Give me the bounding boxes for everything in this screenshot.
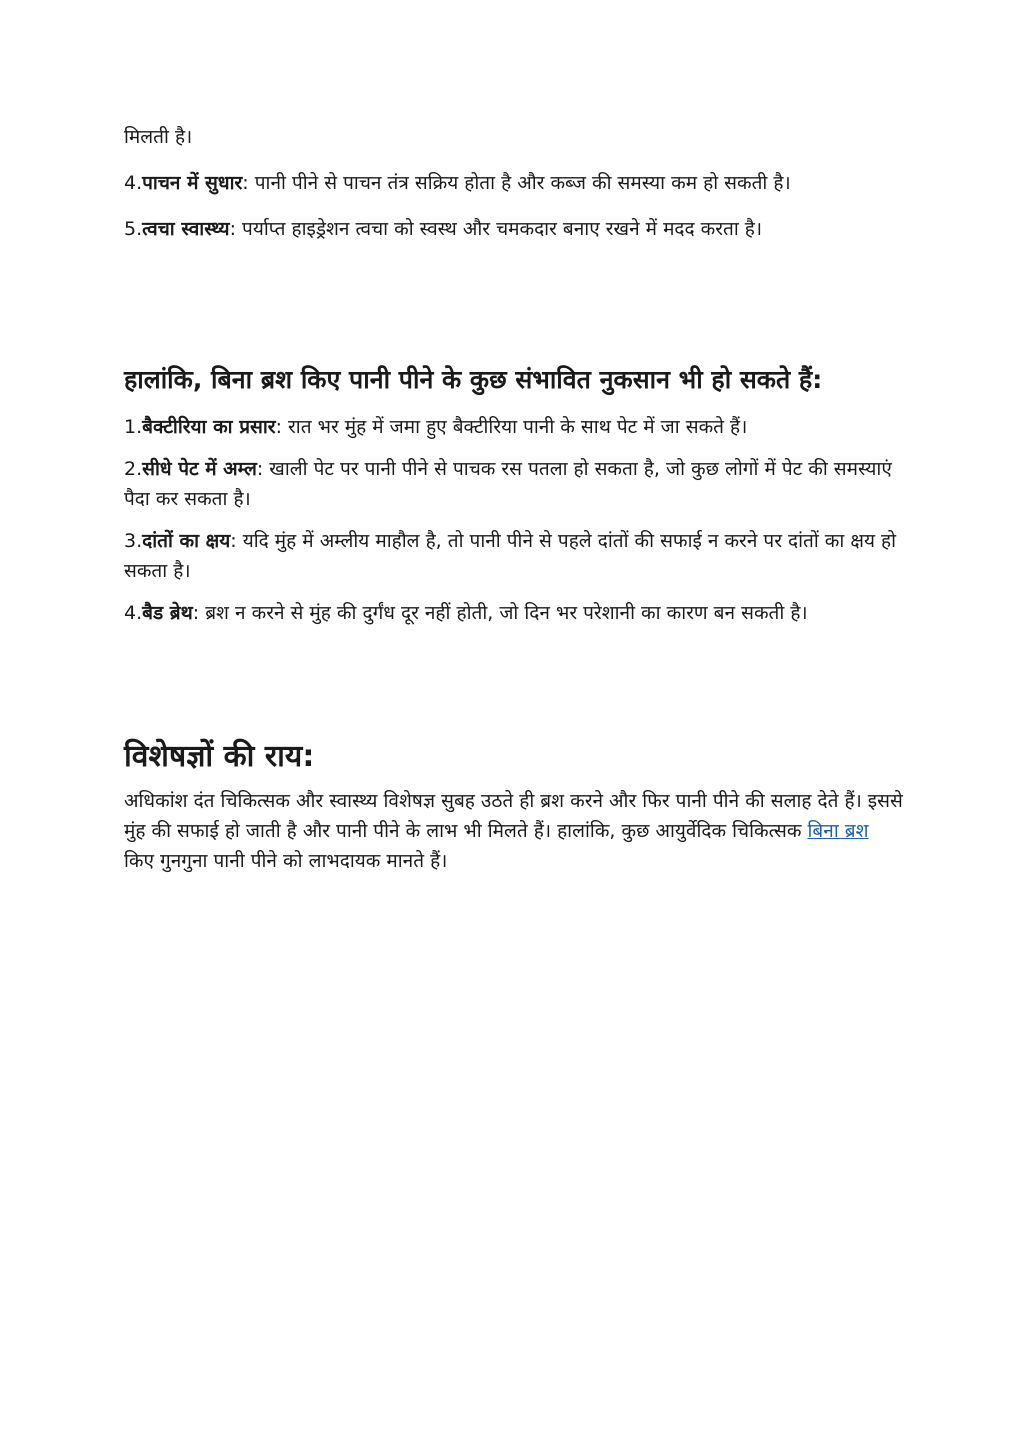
continuation-text: मिलती है। — [124, 126, 193, 148]
risk-item-3 — [124, 526, 904, 586]
expert-text-after: किए गुनगुना पानी पीने को लाभदायक मानते हैं। — [124, 850, 448, 872]
risks-heading: हालांकि, बिना ब्रश किए पानी पीने के कुछ संभावित नुकसान भी हो सकते हैं: — [124, 365, 823, 394]
item-number: 4. — [124, 602, 143, 624]
item-number: 5. — [124, 218, 143, 240]
item-separator: : — [229, 218, 236, 240]
risk-item-1 — [124, 412, 904, 442]
risk-item-2 — [124, 454, 904, 514]
item-title: बैक्टीरिया का प्रसार — [142, 416, 276, 438]
item-title: पाचन में सुधार — [142, 172, 243, 194]
item-text: खाली पेट पर पानी पीने से पाचक रस पतला हो सकता है, जो कुछ लोगों में पेट की समस्याएं पैदा कर सकता है। — [124, 458, 892, 510]
item-separator: : — [242, 172, 249, 194]
risk-item-4 — [124, 598, 904, 628]
item-text: रात भर मुंह में जमा हुए बैक्टीरिया पानी के साथ पेट में जा सकते हैं। — [281, 416, 748, 438]
item-separator: : — [256, 458, 264, 480]
item-text: पानी पीने से पाचन तंत्र सक्रिय होता है और कब्ज की समस्या कम हो सकती है। — [248, 172, 791, 194]
benefit-item-4 — [124, 168, 904, 198]
item-number: 2. — [124, 458, 143, 480]
item-title: सीधे पेट में अम्ल — [142, 458, 257, 480]
document-content — [124, 122, 904, 876]
item-title: दांतों का क्षय — [142, 530, 231, 552]
item-number: 1. — [124, 416, 143, 438]
expert-heading: विशेषज्ञों की राय: — [124, 739, 315, 774]
benefit-item-5 — [124, 214, 904, 244]
item-number: 4. — [124, 172, 143, 194]
item-title: बैड ब्रेथ — [142, 602, 193, 624]
expert-paragraph — [124, 786, 904, 876]
item-separator: : — [275, 416, 282, 438]
item-separator: : — [192, 602, 200, 624]
item-number: 3. — [124, 530, 143, 552]
expert-link[interactable]: बिना ब्रश — [807, 820, 869, 842]
item-title: त्वचा स्वास्थ्य — [142, 218, 230, 240]
expert-text-before: अधिकांश दंत चिकित्सक और स्वास्थ्य विशेषज्ञ सुबह उठते ही ब्रश करने और फिर पानी पीने की सलाह देते हैं। इससे मुंह की सफाई हो जाती है और पानी पीने के लाभ भी मिलते हैं। हालांकि, कुछ आयुर्वेदिक चिकित्सक — [124, 790, 903, 842]
item-text: ब्रश न करने से मुंह की दुर्गंध दूर नहीं होती, जो दिन भर परेशानी का कारण बन सकती है। — [199, 602, 808, 624]
item-separator: : — [230, 530, 237, 552]
item-text: यदि मुंह में अम्लीय माहौल है, तो पानी पीने से पहले दांतों की सफाई न करने पर दांतों का क्षय हो सकता है। — [124, 530, 897, 582]
item-text: पर्याप्त हाइड्रेशन त्वचा को स्वस्थ और चमकदार बनाए रखने में मदद करता है। — [236, 218, 763, 240]
